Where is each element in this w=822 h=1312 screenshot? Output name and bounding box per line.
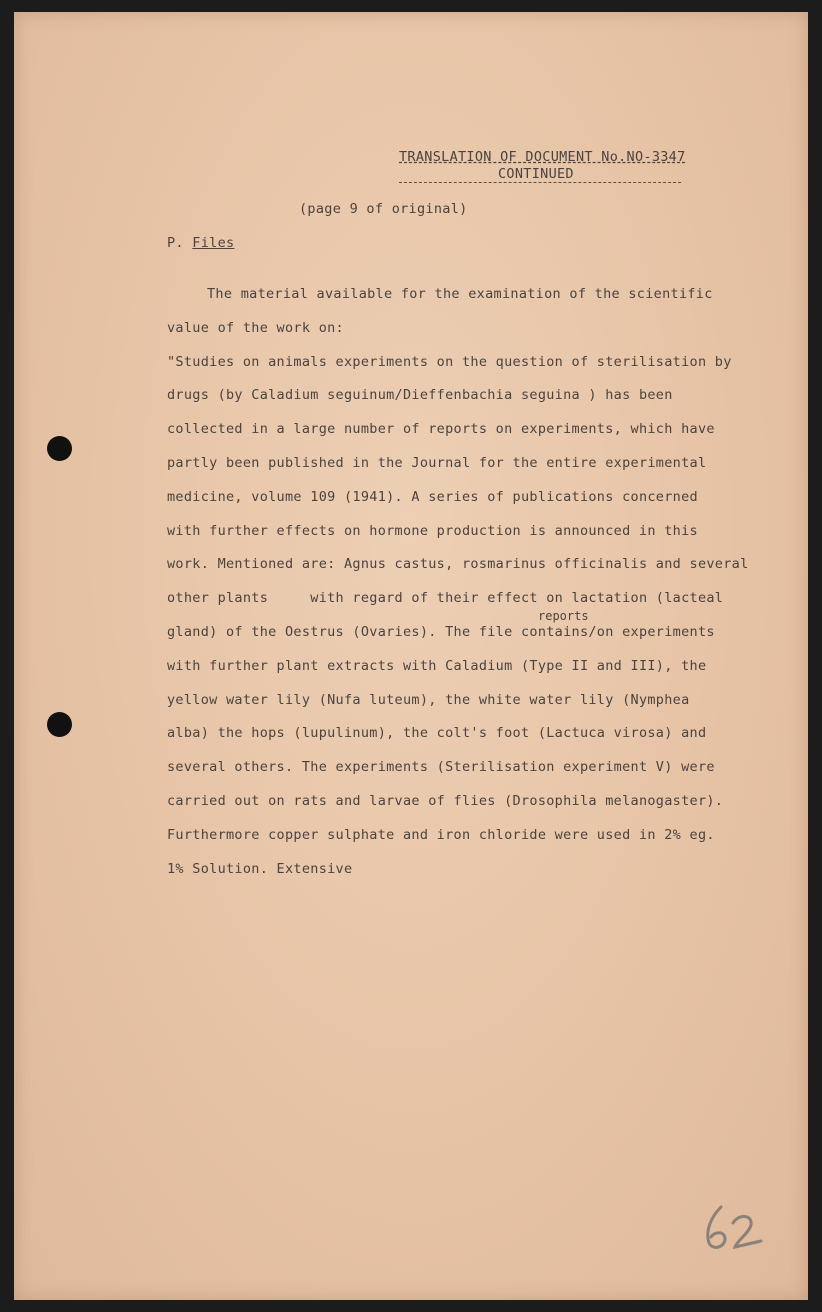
body-line: other plants with regard of their effect on lactation (lacteal	[167, 590, 724, 607]
body-line: several others. The experiments (Sterilisation experiment V) were	[167, 759, 715, 776]
section-title: Files	[192, 235, 235, 251]
body-line: "Studies on animals experiments on the question of sterilisation by	[167, 353, 732, 370]
body-line: alba) the hops (lupulinum), the colt's foot (Lactuca virosa) and	[167, 725, 707, 742]
document-subtitle: CONTINUED	[498, 166, 574, 182]
body-line: with further plant extracts with Caladium (Type II and III), the	[167, 657, 707, 674]
punch-hole-bottom	[47, 712, 72, 737]
body-line: carried out on rats and larvae of flies (Drosophila melanogaster).	[167, 792, 724, 809]
body-line: The material available for the examination of the scientific	[207, 286, 713, 302]
body-line: 1% Solution. Extensive	[167, 860, 353, 877]
body-line: gland) of the Oestrus (Ovaries). The file contains/on experiments	[167, 623, 715, 640]
body-line: yellow water lily (Nufa luteum), the white water lily (Nymphea	[167, 691, 690, 708]
body-line: drugs (by Caladium seguinum/Dieffenbachia seguina ) has been	[167, 387, 673, 404]
body-line: with further effects on hormone production is announced in this	[167, 522, 698, 539]
body-line: medicine, volume 109 (1941). A series of publications concerned	[167, 488, 698, 505]
page-reference: (page 9 of original)	[299, 201, 468, 217]
handwritten-page-number	[699, 1197, 769, 1257]
body-text	[167, 284, 767, 892]
body-line: partly been published in the Journal for the entire experimental	[167, 454, 707, 471]
body-line: collected in a large number of reports on experiments, which have	[167, 421, 715, 438]
body-line: value of the work on:	[167, 319, 344, 336]
body-line: Furthermore copper sulphate and iron chloride were used in 2% eg.	[167, 826, 715, 843]
document-page	[14, 12, 808, 1300]
punch-hole-top	[47, 436, 72, 461]
section-number: P.	[167, 235, 184, 251]
header-rule	[399, 182, 681, 183]
document-title: TRANSLATION OF DOCUMENT No.NO-3347	[399, 149, 686, 165]
section-heading	[167, 235, 234, 251]
interlinear-insertion: reports	[538, 609, 589, 623]
body-line: work. Mentioned are: Agnus castus, rosmarinus officinalis and several	[167, 556, 749, 573]
